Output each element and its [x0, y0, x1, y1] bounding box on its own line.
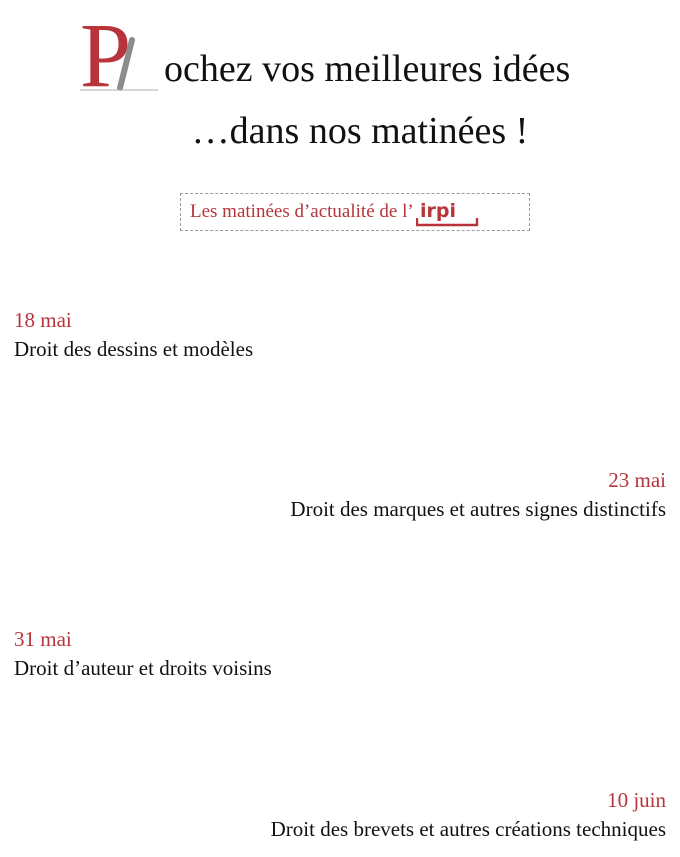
event-topic: Droit des marques et autres signes distinctifs: [290, 497, 666, 521]
tagline-box: [180, 193, 530, 231]
event-date: 31 mai: [14, 627, 72, 651]
irpi-logo: [416, 198, 480, 228]
event-date: 10 juin: [607, 788, 666, 812]
drop-cap-logo: [80, 14, 160, 92]
event-item: [14, 466, 666, 524]
title-line-2: …dans nos matinées !: [191, 110, 529, 152]
event-item: [14, 625, 666, 683]
irpi-logo-text: irpi: [419, 200, 456, 222]
event-topic: Droit d’auteur et droits voisins: [14, 656, 272, 680]
title-line-1: ochez vos meilleures idées: [164, 48, 571, 90]
event-date: 23 mai: [608, 468, 666, 492]
event-topic: Droit des brevets et autres créations techniques: [270, 817, 666, 841]
page-title: [0, 0, 680, 160]
event-date: 18 mai: [14, 308, 72, 332]
event-item: [14, 306, 666, 364]
event-topic: Droit des dessins et modèles: [14, 337, 254, 361]
event-item: [14, 786, 666, 844]
tagline-text: Les matinées d’actualité de l’: [190, 201, 414, 222]
drop-cap-letter: P: [80, 14, 132, 92]
